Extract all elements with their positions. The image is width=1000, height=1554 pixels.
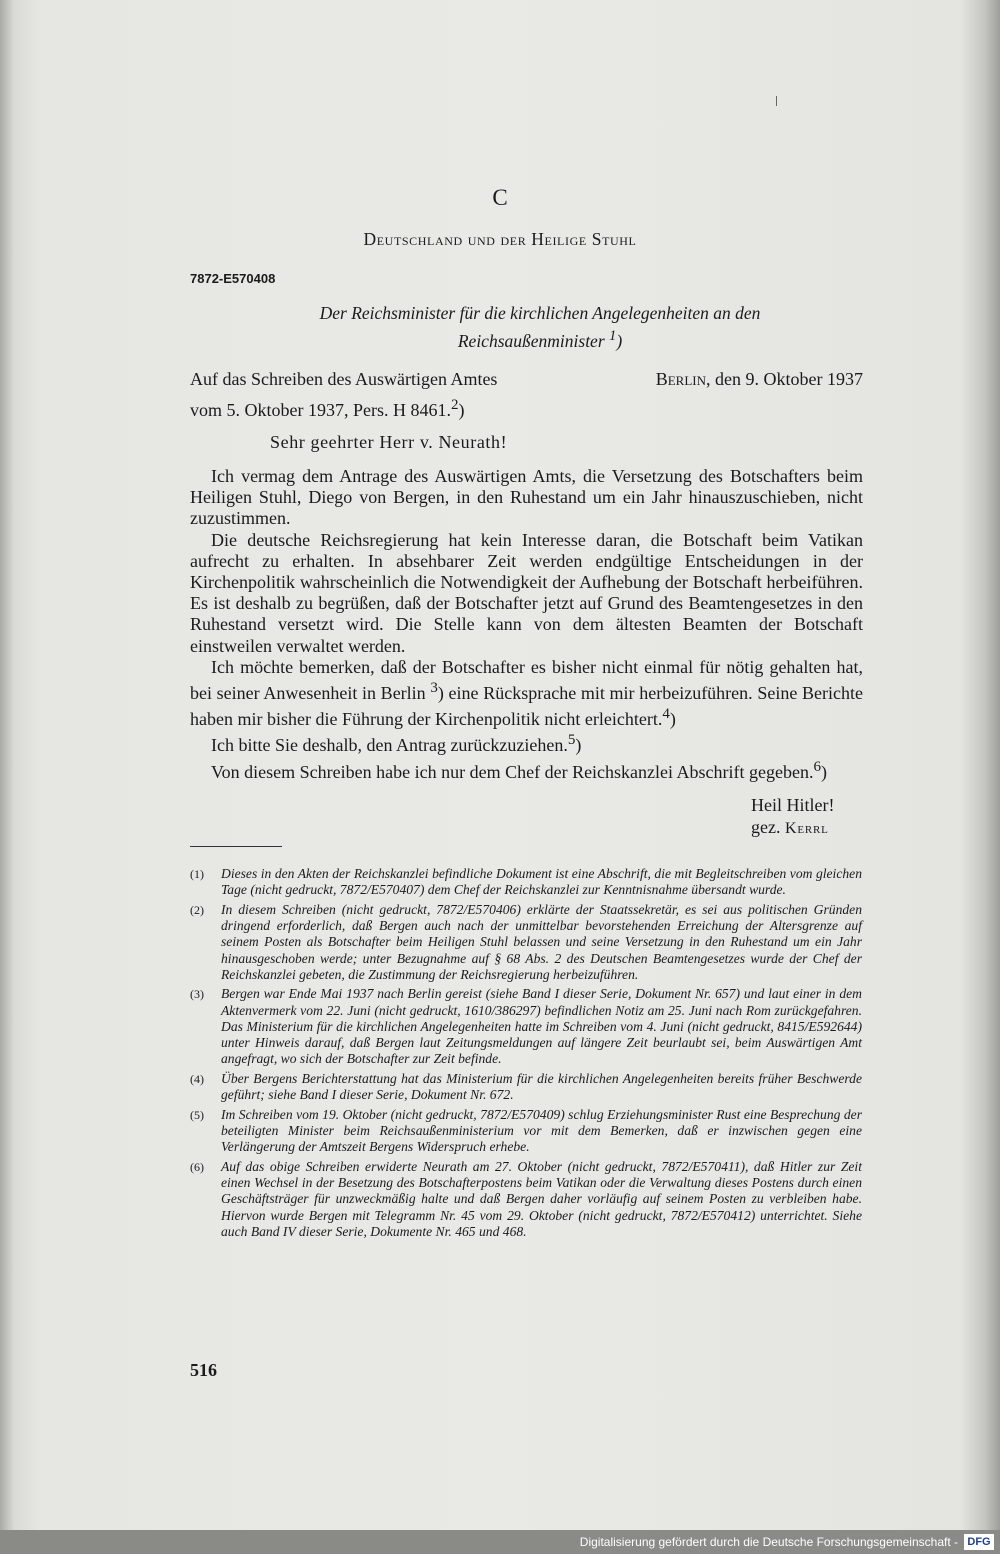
reference-line-2: vom 5. Oktober 1937, Pers. H 8461. — [190, 400, 451, 420]
letter-body — [190, 466, 863, 783]
paragraph-text: ) eine Rücksprache mit mir herbeizuführen. Seine Berichte haben mir bisher die Führung der Kirchenpolitik nicht erleichtert. — [190, 683, 863, 730]
signature-name: Kerrl — [784, 819, 829, 837]
paren: ) — [616, 330, 623, 351]
footer-bar — [0, 1530, 1000, 1554]
footnote-text: Auf das obige Schreiben erwiderte Neurath am 27. Oktober (nicht gedruckt, 7872/E570411), daß Hitler zur Zeit einen Wechsel in der Besetzung des Botschafterpostens beim Vatikan oder die Verwaltung dieses Postens durch einen Geschäftsträger für unzweckmäßig halte und daß Bergen daher vorläufig auf seinem Posten zu verbleiben habe. Hiervon wurde Bergen mit Telegramm Nr. 45 vom 29. Oktober (nicht gedruckt, 7872/E570412) unterrichtet. Siehe auch Band IV dieser Serie, Dokumente Nr. 465 und 468. — [221, 1158, 862, 1239]
footnotes — [190, 866, 862, 1243]
scan-mark — [776, 96, 777, 106]
footnote-number: (4) — [190, 1071, 204, 1086]
paragraph-text: Ich möchte bemerken, daß der Botschafter es bisher nicht einmal für nötig gehalten hat, bei seiner Anwesenheit in Berlin — [190, 656, 863, 704]
salutation: Sehr geehrter Herr v. Neurath! — [270, 432, 508, 452]
page-number: 516 — [190, 1360, 217, 1380]
footnote-number: (1) — [190, 867, 204, 881]
footnote-ref: 5 — [567, 732, 576, 749]
footnote-separator — [190, 846, 282, 847]
signature-prefix: gez. — [751, 816, 781, 837]
footnote — [190, 1071, 862, 1103]
document-heading — [230, 302, 850, 353]
footnote-number: (2) — [190, 902, 204, 917]
footnote-ref: 1 — [609, 328, 617, 344]
paragraph: Ich vermag dem Antrage des Auswärtigen Amts, die Versetzung des Botschafters beim Heiligen Stuhl, Diego von Bergen, in den Ruhestand um ein Jahr hinauszuschieben, nicht zuzustimmen. — [190, 466, 863, 529]
paragraph-text: Ich bitte Sie deshalb, den Antrag zurückzuziehen. — [211, 735, 568, 756]
footnote-number: (5) — [190, 1107, 204, 1122]
footnote-number: (6) — [190, 1159, 204, 1174]
footnote-ref: 2 — [450, 397, 459, 413]
paragraph — [190, 657, 863, 731]
heading-line-1: Der Reichsminister für die kirchlichen Angelegenheiten an den — [319, 303, 761, 323]
paragraph: Die deutsche Reichsregierung hat kein Interesse daran, die Botschaft beim Vatikan aufrecht zu erhalten. In absehbarer Zeit werden endgültige Entscheidungen in der Kirchenpolitik wahrscheinlich die Notwendigkeit der Aufhebung der Botschaft herbeiführen. Es ist deshalb zu begrüßen, daß der Botschafter jetzt auf Grund des Beamtengesetzes in den Ruhestand versetzt wird. Die Stelle kann von dem ältesten Beamten der Botschaft einstweilen verwaltet werden. — [190, 529, 863, 656]
date: , den 9. Oktober 1937 — [706, 369, 863, 389]
closing — [751, 795, 834, 839]
footnote — [190, 902, 862, 983]
footnote — [190, 866, 862, 898]
dfg-logo: DFG — [964, 1534, 994, 1550]
reference-line-1: Auf das Schreiben des Auswärtigen Amtes — [190, 369, 498, 389]
footnote-ref: 4 — [662, 706, 670, 723]
paren: ) — [820, 761, 827, 782]
footnote-text: In diesem Schreiben (nicht gedruckt, 7872/E570406) erklärte der Staatssekretär, es sei aus politischen Gründen dringend erforderlich, daß Bergen auch nach der unmittelbar bevorstehenden Erreichung der Altersgrenze auf seinem Posten als Botschafter beim Heiligen Stuhl belassen und seine Versetzung in den Ruhestand um ein Jahr hinausgeschoben werde; unter Bezugnahme auf § 68 Abs. 2 des Deutschen Beamtengesetzes wurde der Chef der Reichskanzlei gebeten, die Zustimmung der Reichsregierung herbeizuführen. — [221, 901, 862, 982]
closing-greeting: Heil Hitler! — [751, 795, 835, 815]
paragraph-text: Von diesem Schreiben habe ich nur dem Chef der Reichskanzlei Abschrift gegeben. — [211, 761, 814, 782]
heading-line-2: Reichsaußenminister — [457, 330, 605, 351]
footnote — [190, 986, 862, 1067]
footer-text: Digitalisierung gefördert durch die Deutsche Forschungsgemeinschaft - — [579, 1535, 958, 1549]
paragraph — [190, 757, 863, 783]
section-letter: C — [492, 185, 508, 210]
section-title: Deutschland und der Heilige Stuhl — [363, 229, 637, 249]
footnote-text: Im Schreiben vom 19. Oktober (nicht gedruckt, 7872/E570409) schlug Erziehungsminister Rust eine Besprechung der beteiligten Minister beim Reichsaußenministerium vor mit dem Bemerken, daß er inzwischen gegen eine Verlängerung der Amtszeit Bergens Widerspruch erhebe. — [221, 1106, 862, 1155]
footnote-text: Über Bergens Berichterstattung hat das Ministerium für die kirchlichen Angelegenheiten bereits früher Beschwerde geführt; siehe Band I dieser Serie, Dokument Nr. 672. — [221, 1070, 862, 1103]
paren: ) — [458, 400, 465, 420]
paren: ) — [575, 735, 582, 756]
footnote — [190, 1107, 862, 1156]
footnote — [190, 1159, 862, 1240]
footnote-ref: 6 — [813, 758, 821, 775]
paragraph — [190, 730, 863, 756]
reference-note — [190, 366, 497, 423]
footnote-text: Dieses in den Akten der Reichskanzlei befindliche Dokument ist eine Abschrift, die mit Begleitschreiben vom gleichen Tage (nicht gedruckt, 7872/E570407) dem Chef der Reichskanzlei zur Kenntnisnahme übersandt wurde. — [221, 866, 862, 898]
place-date — [656, 366, 863, 392]
footnote-number: (3) — [190, 987, 204, 1002]
footnote-text: Bergen war Ende Mai 1937 nach Berlin gereist (siehe Band I dieser Serie, Dokument Nr. 657) und laut einer in dem Aktenvermerk vom 22. Juni (nicht gedruckt, 1610/386297) befindlichen Notiz am 25. Juni nach Rom zurückgefahren. Das Ministerium für die kirchlichen Angelegenheiten hatte im Schreiben vom 4. Juni (nicht gedruckt, 8415/E592644) unter Hinweis darauf, daß Bergen laut Zeitungsmeldungen auf längere Zeit beurlaubt sei, beim Auswärtigen Amt angefragt, wo sich der Botschafter zur Zeit befinde. — [221, 986, 862, 1067]
place: Berlin — [655, 369, 707, 389]
paren: ) — [669, 709, 676, 730]
document-id: 7872-E570408 — [190, 271, 276, 286]
footnote-ref: 3 — [430, 680, 438, 697]
